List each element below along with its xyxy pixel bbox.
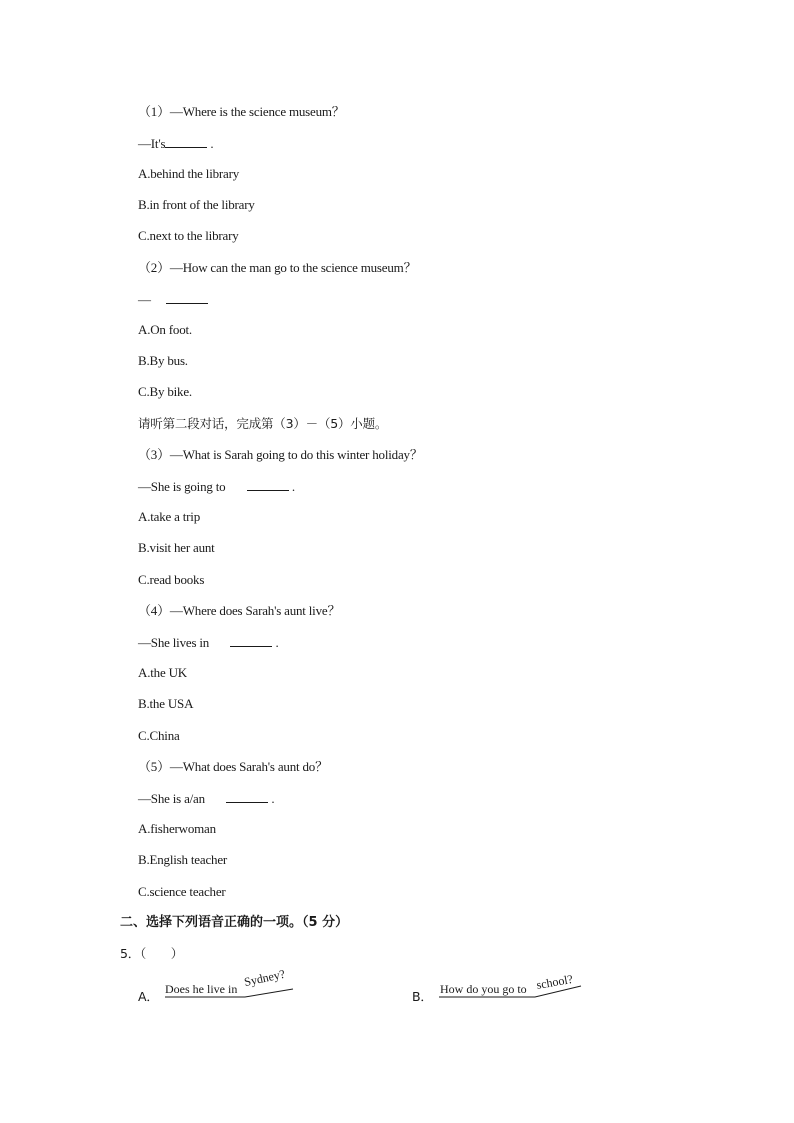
answer-lead: —It's: [138, 136, 166, 151]
intonation-option-a-end: Sydney?: [242, 966, 287, 990]
answer-lead: —: [138, 292, 151, 307]
question-3-option-b: B.visit her aunt: [138, 540, 215, 555]
answer-lead: —She is going to: [138, 479, 226, 494]
question-2-answer: [138, 291, 208, 308]
question-5-option-b: B.English teacher: [138, 852, 228, 867]
answer-blank: [226, 790, 268, 803]
question-5-option-a: A.fisherwoman: [138, 821, 216, 836]
answer-blank: [230, 634, 272, 647]
question-4-option-b: B.the USA: [138, 696, 194, 711]
question-4-answer: [138, 634, 279, 651]
answer-tail: .: [210, 136, 214, 151]
question-1-prompt: （1）—Where is the science museum？: [138, 104, 345, 119]
question-3-answer: [138, 478, 295, 495]
answer-tail: .: [291, 479, 295, 494]
intonation-option-b-end: school?: [535, 971, 574, 993]
section-2-heading: 二、选择下列语音正确的一项。（5 分）: [120, 915, 349, 930]
intonation-option-a-start: Does he live in: [165, 982, 238, 996]
answer-blank: [247, 478, 289, 491]
question-5-answer: [138, 790, 274, 807]
listening-instruction: 请听第二段对话，完成第（3）－（5）小题。: [138, 416, 388, 431]
question-1-option-a: A.behind the library: [138, 166, 240, 181]
intonation-rising-line-a: [165, 985, 300, 1001]
question-3-option-a: A.take a trip: [138, 509, 201, 524]
answer-lead: —She is a/an: [138, 791, 205, 806]
question-4-option-a: A.the UK: [138, 665, 187, 680]
question-2-option-a: A.On foot.: [138, 322, 192, 337]
question-5-prompt: （5）—What does Sarah's aunt do？: [138, 759, 328, 774]
question-2-option-c: C.By bike.: [138, 384, 192, 399]
question-4-option-c: C.China: [138, 728, 180, 743]
question-4-prompt: （4）—Where does Sarah's aunt live？: [138, 603, 341, 618]
answer-lead: —She lives in: [138, 635, 210, 650]
question-5-option-c: C.science teacher: [138, 884, 226, 899]
question-1-option-b: B.in front of the library: [138, 197, 255, 212]
answer-blank: [165, 135, 207, 148]
answer-tail: .: [271, 791, 275, 806]
answer-tail: .: [275, 635, 279, 650]
question-2-prompt: （2）—How can the man go to the science museum？: [138, 260, 417, 275]
question-3-prompt: （3）—What is Sarah going to do this winter holiday？: [138, 447, 423, 462]
item-5-number: 5．（ ）: [120, 946, 184, 961]
question-2-option-b: B.By bus.: [138, 353, 188, 368]
question-1-answer: [138, 135, 213, 152]
intonation-falling-line-b: [439, 983, 589, 999]
question-1-option-c: C.next to the library: [138, 228, 239, 243]
answer-blank: [166, 291, 208, 304]
intonation-option-a-letter: A．: [138, 989, 159, 1004]
question-3-option-c: C.read books: [138, 572, 205, 587]
intonation-option-b-start: How do you go to: [440, 982, 527, 996]
intonation-option-b-letter: B．: [412, 989, 433, 1004]
